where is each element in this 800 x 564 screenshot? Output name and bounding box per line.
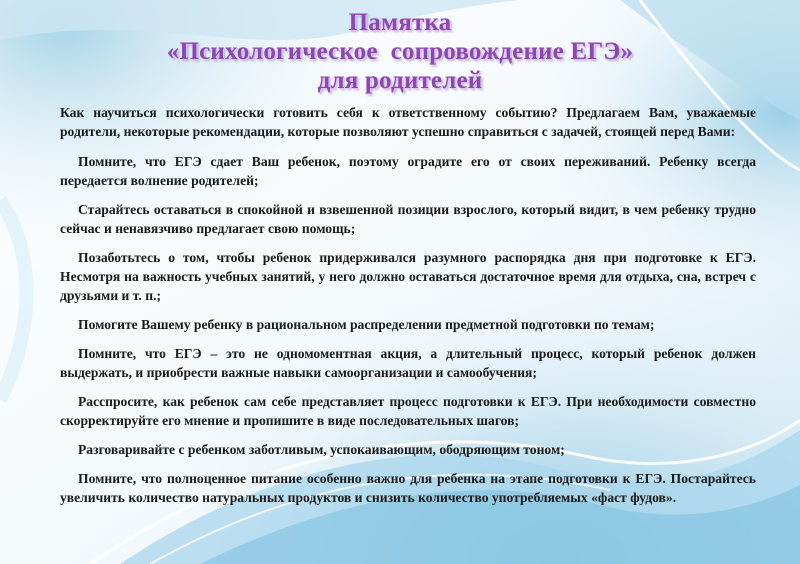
list-item [60, 440, 756, 459]
list-item-text: Старайтесь оставаться в спокойной и взвешенной позиции взрослого, который видит, в чем ребенку трудно сейчас и ненавязчиво предлагает свою помощь; [60, 202, 756, 236]
list-item [60, 248, 756, 305]
list-item [60, 344, 756, 382]
list-item-text: Помните, что полноценное питание особенно важно для ребенка на этапе подготовки к ЕГЭ. Постарайтесь увеличить количество натуральных продуктов и снизить количество употребляемых «фаст фудов». [60, 471, 756, 505]
list-item [60, 200, 756, 238]
memo-audience: для родителей [317, 67, 483, 94]
memo-content [60, 103, 756, 517]
list-item-text: Позаботьтесь о том, чтобы ребенок придерживался разумного распорядка дня при подготовке к ЕГЭ. Несмотря на важность учебных занятий, у него должно оставаться достаточное время для отдыха, сна, встреч с друзьями и т. п.; [60, 250, 756, 303]
memo-subtitle: «Психологическое сопровождение ЕГЭ» [166, 38, 634, 65]
list-item [60, 469, 756, 507]
list-item-text: Помните, что ЕГЭ – это не одномоментная акция, а длительный процесс, который ребенок должен выдержать, и приобрести важные навыки самоорганизации и самообучения; [60, 346, 756, 380]
list-item [60, 392, 756, 430]
list-item [60, 152, 756, 190]
list-item-text: Расспросите, как ребенок сам себе представляет процесс подготовки к ЕГЭ. При необходимости совместно скорректируйте его мнение и пропишите в виде последовательных шагов; [60, 394, 756, 428]
memo-header [0, 8, 800, 95]
list-item-text: Разговаривайте с ребенком заботливым, успокаивающим, ободряющим тоном; [78, 442, 565, 457]
memo-title: Памятка [348, 9, 452, 36]
intro-paragraph: Как научиться психологически готовить себя к ответственному событию? Предлагаем Вам, уважаемые родители, некоторые рекомендации, которые позволяют успешно справиться с задачей, стоящей перед Вами: [60, 105, 756, 139]
list-item-text: Помните, что ЕГЭ сдает Ваш ребенок, поэтому оградите его от своих переживаний. Ребенку всегда передается волнение родителей; [60, 154, 756, 188]
list-item-text: Помогите Вашему ребенку в рациональном распределении предметной подготовки по темам; [78, 317, 655, 332]
list-item [60, 315, 756, 334]
